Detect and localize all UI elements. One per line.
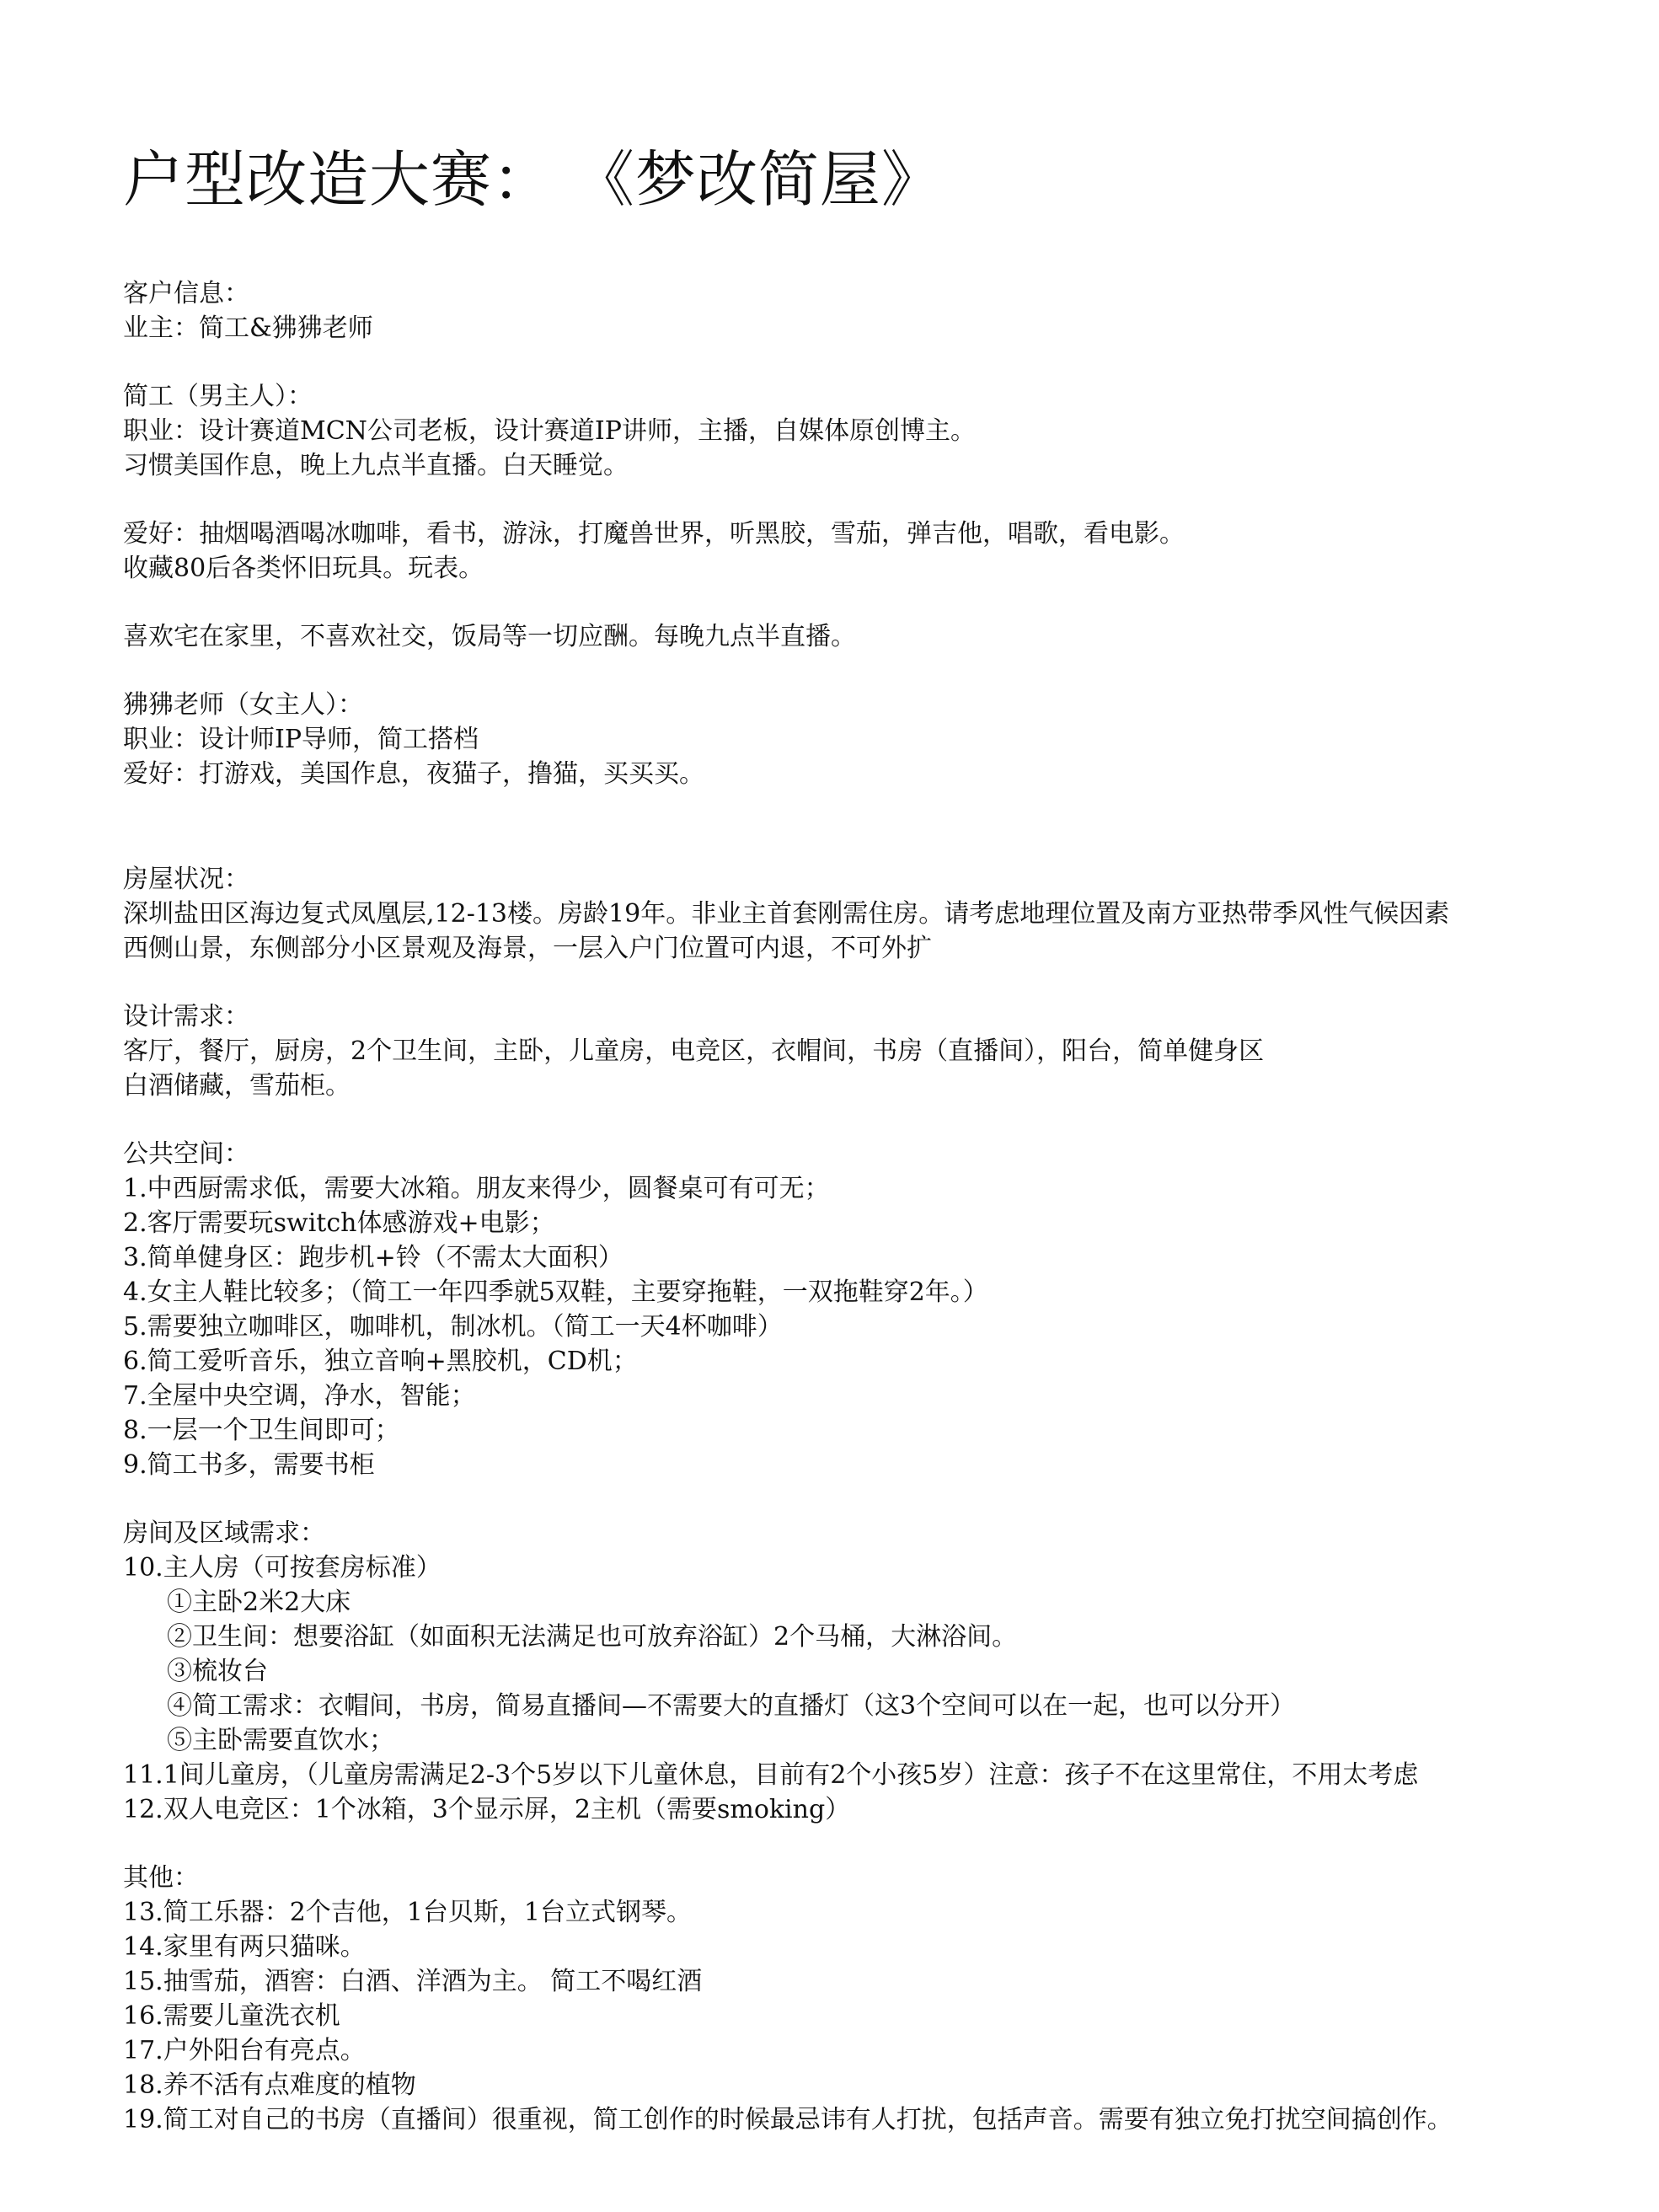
husband-hobby-line-1: 爱好：抽烟喝酒喝冰咖啡，看书，游泳，打魔兽世界，听黑胶，雪茄，弹吉他，唱歌，看电影。	[123, 519, 1185, 549]
other-item: 15.抽雪茄，酒窖：白酒、洋酒为主。 简工不喝红酒	[123, 1967, 703, 1996]
kids-room-item: 11.1间儿童房，（儿童房需满足2-3个5岁以下儿童休息，目前有2个小孩5岁）注意：孩子不在这里常住，不用太考虑	[123, 1760, 1419, 1790]
wife-job: 职业：设计师IP导师，简工搭档	[123, 725, 479, 754]
needs-line-1: 客厅，餐厅，厨房，2个卫生间，主卧，儿童房，电竞区，衣帽间，书房（直播间），阳台，简单健身区	[123, 1036, 1265, 1066]
public-space-section	[123, 1137, 1541, 1482]
other-item: 14.家里有两只猫咪。	[123, 1932, 366, 1962]
public-heading: 公共空间：	[123, 1139, 249, 1169]
public-item: 9.简工书多，需要书柜	[123, 1450, 375, 1480]
other-item: 13.简工乐器：2个吉他，1台贝斯，1台立式钢琴。	[123, 1898, 692, 1927]
public-item: 6.简工爱听音乐，独立音响+黑胶机，CD机；	[123, 1347, 638, 1376]
public-item: 2.客厅需要玩switch体感游戏+电影；	[123, 1208, 555, 1238]
wife-heading: 狒狒老师（女主人）：	[123, 690, 363, 720]
master-sub-item: ②卫生间：想要浴缸（如面积无法满足也可放弃浴缸）2个马桶，大淋浴间。	[167, 1622, 1018, 1652]
public-item: 7.全屋中央空调，净水，智能；	[123, 1381, 476, 1411]
husband-social-section	[123, 619, 1541, 654]
house-line-2: 西侧山景，东侧部分小区景观及海景，一层入户门位置可内退，不可外扩	[123, 934, 932, 963]
client-info-section	[123, 276, 1541, 345]
other-heading: 其他：	[123, 1863, 199, 1893]
other-item: 18.养不活有点难度的植物	[123, 2070, 416, 2100]
house-section	[123, 862, 1541, 966]
other-item: 17.户外阳台有亮点。	[123, 2036, 366, 2065]
public-item: 3.简单健身区：跑步机+铃（不需太大面积）	[123, 1243, 623, 1272]
other-item: 16.需要儿童洗衣机	[123, 2001, 340, 2031]
needs-heading: 设计需求：	[123, 1002, 249, 1031]
master-sub-item: ③梳妆台	[167, 1657, 268, 1686]
husband-section	[123, 379, 1541, 483]
public-item: 1.中西厨需求低，需要大冰箱。朋友来得少，圆餐桌可有可无；	[123, 1174, 830, 1203]
rooms-heading: 房间及区域需求：	[123, 1518, 325, 1548]
master-sub-item: ⑤主卧需要直饮水；	[167, 1726, 394, 1755]
page-title: 户型改造大赛： 《梦改简屋》	[123, 144, 943, 215]
husband-hobby-line-2: 收藏80后各类怀旧玩具。玩表。	[123, 554, 484, 583]
wife-hobby: 爱好：打游戏，美国作息，夜猫子，撸猫，买买买。	[123, 759, 704, 789]
house-line-1: 深圳盐田区海边复式凤凰层,12-13楼。房龄19年。非业主首套刚需住房。请考虑地理位置及南方亚热带季风性气候因素	[123, 899, 1450, 929]
public-item: 5.需要独立咖啡区，咖啡机，制冰机。（简工一天4杯咖啡）	[123, 1312, 783, 1342]
husband-hobby-section	[123, 517, 1541, 586]
client-heading: 客户信息：	[123, 279, 249, 308]
section-spacer	[123, 825, 1541, 862]
owner-line: 业主：简工&狒狒老师	[123, 313, 373, 343]
needs-line-2: 白酒储藏，雪茄柜。	[123, 1071, 351, 1101]
rooms-section	[123, 1516, 1541, 1827]
master-sub-item: ④简工需求：衣帽间，书房，简易直播间—不需要大的直播灯（这3个空间可以在一起，也可以分开）	[167, 1691, 1296, 1721]
wife-section	[123, 688, 1541, 791]
public-item: 8.一层一个卫生间即可；	[123, 1416, 400, 1445]
other-section	[123, 1861, 1541, 2137]
esports-item: 12.双人电竞区：1个冰箱，3个显示屏，2主机（需要smoking）	[123, 1795, 851, 1824]
husband-social: 喜欢宅在家里，不喜欢社交，饭局等一切应酬。每晚九点半直播。	[123, 622, 856, 651]
public-item: 4.女主人鞋比较多；（简工一年四季就5双鞋，主要穿拖鞋，一双拖鞋穿2年。）	[123, 1277, 988, 1307]
husband-job: 职业：设计赛道MCN公司老板，设计赛道IP讲师，主播，自媒体原创博主。	[123, 416, 976, 446]
other-item: 19.简工对自己的书房（直播间）很重视，简工创作的时候最忌讳有人打扰，包括声音。需要有独立免打扰空间搞创作。	[123, 2105, 1453, 2134]
master-sub-item: ①主卧2米2大床	[167, 1588, 351, 1617]
husband-habit: 习惯美国作息，晚上九点半直播。白天睡觉。	[123, 451, 629, 480]
house-heading: 房屋状况：	[123, 865, 249, 894]
master-room-item: 10.主人房（可按套房标准）	[123, 1553, 442, 1583]
husband-heading: 简工（男主人）：	[123, 382, 313, 411]
needs-section	[123, 999, 1541, 1103]
